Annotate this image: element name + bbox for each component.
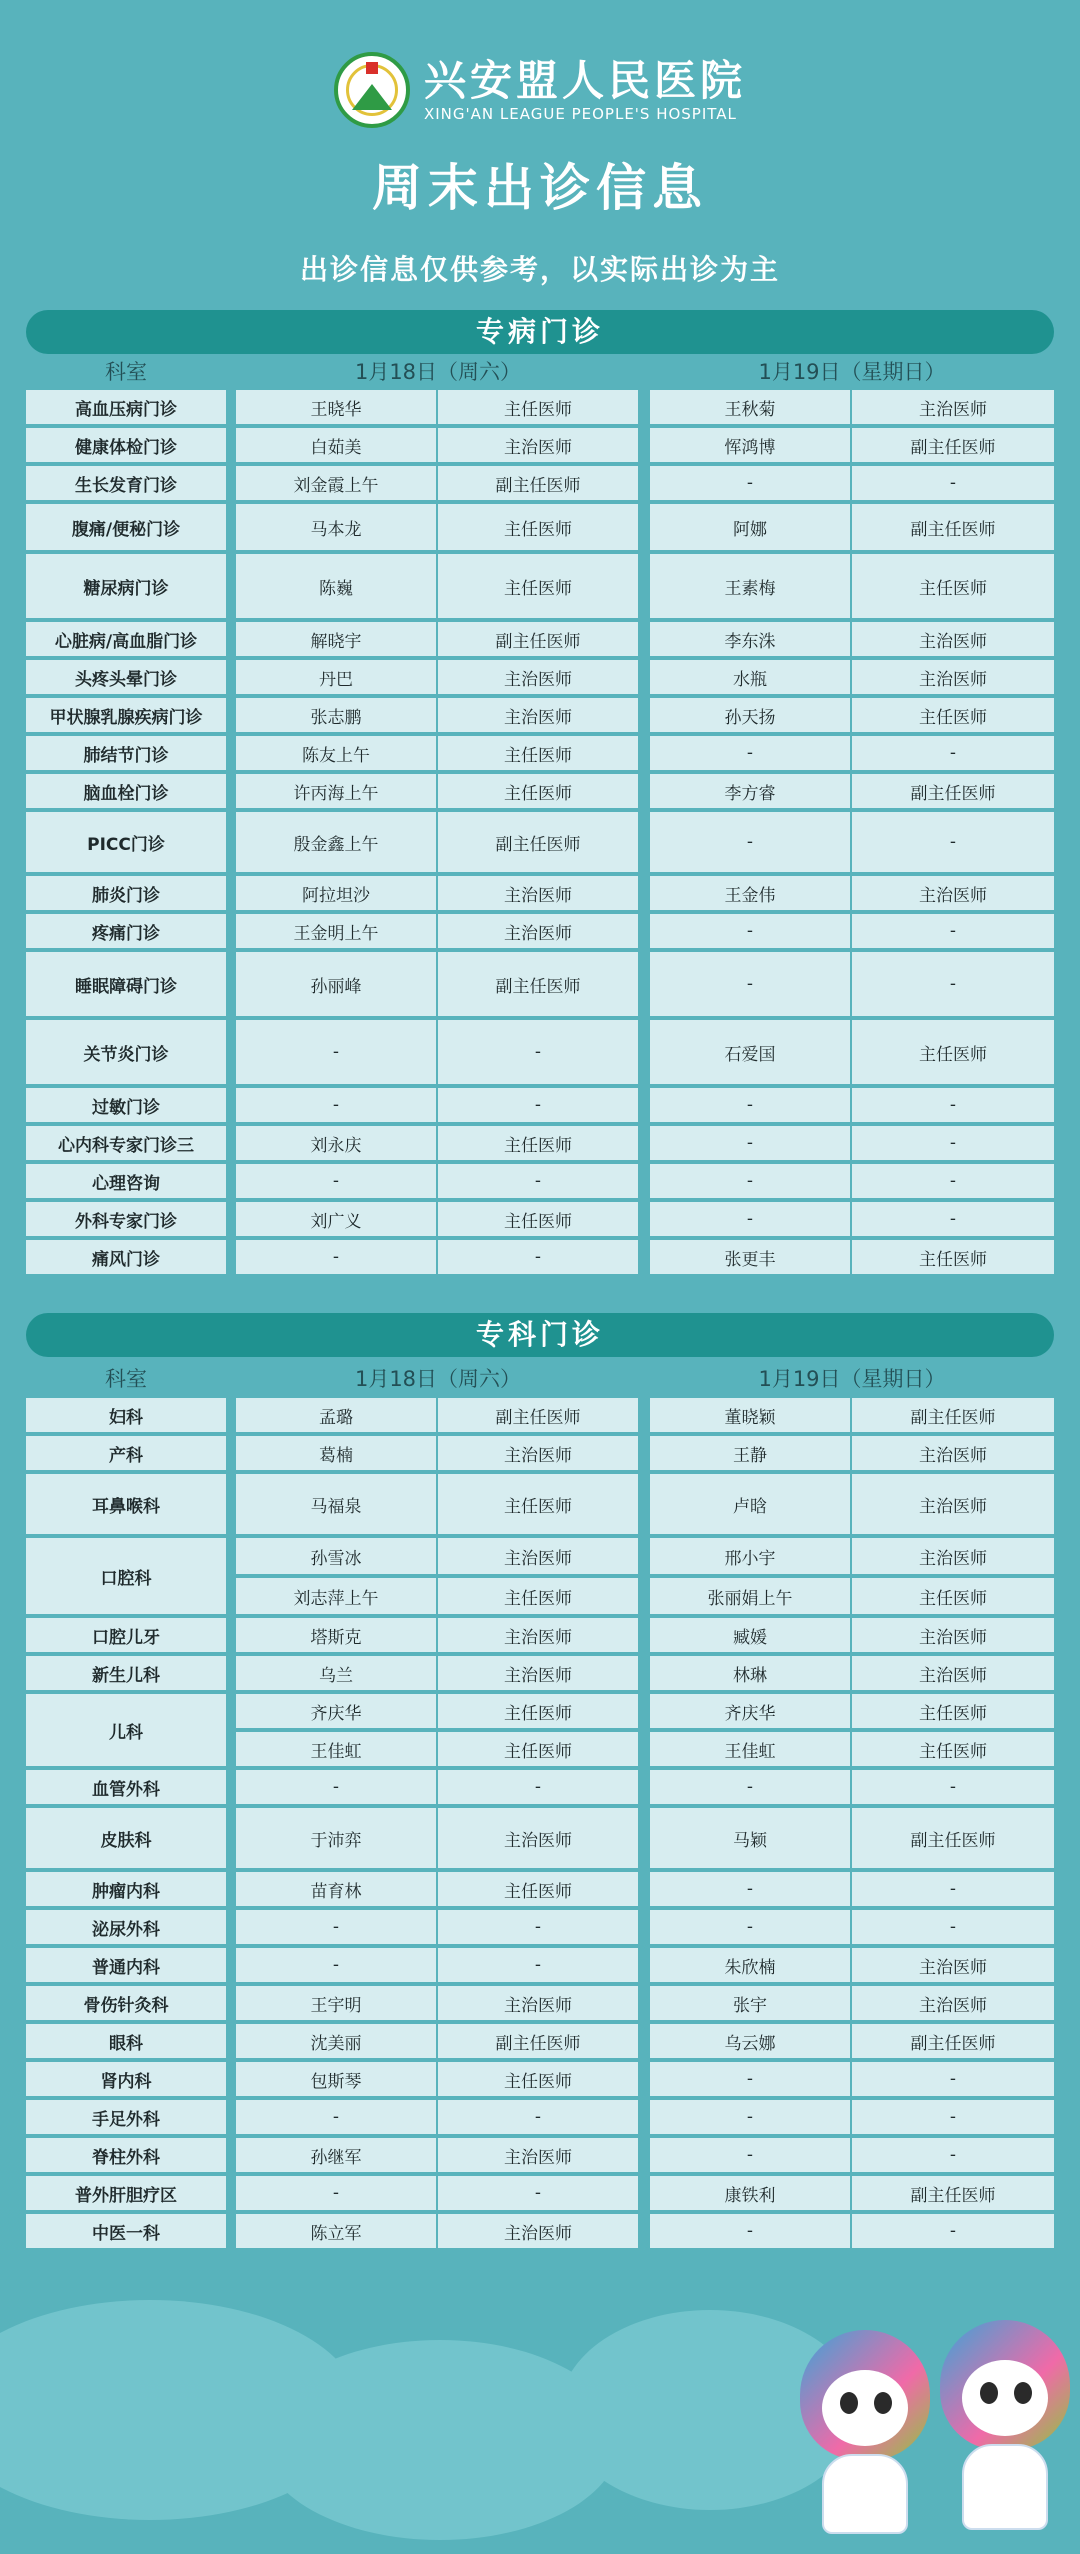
doctor-title-cell: 副主任医师	[852, 1398, 1054, 1432]
doctor-name-cell: -	[650, 2138, 850, 2172]
doctor-title-cell: -	[852, 1872, 1054, 1906]
doctor-name-cell: -	[236, 2176, 436, 2210]
doctor-name-cell: 董晓颖	[650, 1398, 850, 1432]
mascot-icon	[800, 2330, 930, 2530]
doctor-title-cell: 主任医师	[852, 1020, 1054, 1084]
doctor-title-cell: 副主任医师	[852, 428, 1054, 462]
hospital-logo-icon	[334, 52, 410, 128]
hospital-name-en: XING'AN LEAGUE PEOPLE'S HOSPITAL	[423, 105, 737, 123]
column-header-day2: 1月19日（星期日）	[758, 360, 946, 384]
table-row	[26, 1018, 1054, 1086]
doctor-title-cell: 主任医师	[438, 1732, 638, 1766]
table-row	[26, 772, 1054, 810]
doctor-name-cell: -	[650, 736, 850, 770]
table-row	[26, 464, 1054, 502]
doctor-title-cell: 主任医师	[438, 1578, 638, 1614]
doctor-title-cell: 主任医师	[438, 1126, 638, 1160]
hospital-name-cn: 兴安盟人民医院	[423, 56, 746, 105]
column-header-dept: 科室	[105, 1367, 147, 1391]
doctor-title-cell: 主治医师	[852, 660, 1054, 694]
table-row	[26, 696, 1054, 734]
doctor-name-cell: -	[236, 1948, 436, 1982]
doctor-title-cell: -	[852, 2138, 1054, 2172]
doctor-name-cell: 王静	[650, 1436, 850, 1470]
hospital-name	[424, 57, 746, 123]
doctor-title-cell: 主任医师	[852, 1732, 1054, 1766]
doctor-name-cell: -	[650, 1202, 850, 1236]
table-row	[26, 1124, 1054, 1162]
doctor-name-cell: 康铁利	[650, 2176, 850, 2210]
table-row	[26, 502, 1054, 552]
doctor-name-cell: 包斯琴	[236, 2062, 436, 2096]
page-title: 周末出诊信息	[372, 159, 708, 217]
column-header-day2: 1月19日（星期日）	[758, 1367, 946, 1391]
doctor-title-cell: 主任医师	[852, 1694, 1054, 1728]
table-row	[26, 1536, 1054, 1616]
column-header-day1: 1月18日（周六）	[354, 360, 522, 384]
section-title-special-disease: 专病门诊	[26, 310, 1054, 354]
doctor-name-cell: 刘永庆	[236, 1126, 436, 1160]
table-row	[26, 1946, 1054, 1984]
doctor-title-cell: 主任医师	[438, 504, 638, 550]
doctor-name-cell: 臧媛	[650, 1618, 850, 1652]
doctor-title-cell: 副主任医师	[438, 1398, 638, 1432]
doctor-title-cell: 主治医师	[438, 2214, 638, 2248]
doctor-title-cell: -	[852, 952, 1054, 1016]
doctor-title-cell: 主治医师	[438, 1436, 638, 1470]
dept-cell: 腹痛/便秘门诊	[26, 504, 226, 550]
section-title-specialty: 专科门诊	[26, 1313, 1054, 1357]
doctor-title-cell: 副主任医师	[852, 504, 1054, 550]
doctor-name-cell: 马颖	[650, 1808, 850, 1868]
dept-cell: 脊柱外科	[26, 2138, 226, 2172]
doctor-title-cell: -	[852, 466, 1054, 500]
doctor-title-cell: 主任医师	[852, 1578, 1054, 1614]
doctor-name-cell: -	[236, 1240, 436, 1274]
doctor-name-cell: -	[236, 1020, 436, 1084]
doctor-name-cell: 林琳	[650, 1656, 850, 1690]
doctor-title-cell: 主任医师	[438, 1202, 638, 1236]
table-row	[26, 1200, 1054, 1238]
doctor-title-cell: 主治医师	[438, 1656, 638, 1690]
dept-cell: 心理咨询	[26, 1164, 226, 1198]
dept-cell: 肺结节门诊	[26, 736, 226, 770]
doctor-name-cell: 张志鹏	[236, 698, 436, 732]
dept-cell: 新生儿科	[26, 1656, 226, 1690]
doctor-name-cell: -	[650, 1164, 850, 1198]
doctor-name-cell: 孟璐	[236, 1398, 436, 1432]
table-row	[26, 1692, 1054, 1768]
dept-cell: 头疼头晕门诊	[26, 660, 226, 694]
doctor-title-cell: 主任医师	[852, 1240, 1054, 1274]
doctor-name-cell: 阿拉坦沙	[236, 876, 436, 910]
doctor-title-cell: -	[852, 1126, 1054, 1160]
doctor-title-cell: -	[852, 812, 1054, 872]
doctor-name-cell: 石爱国	[650, 1020, 850, 1084]
doctor-title-cell: 主治医师	[438, 660, 638, 694]
table-row	[26, 388, 1054, 426]
doctor-title-cell: 主治医师	[438, 698, 638, 732]
table-row	[26, 1984, 1054, 2022]
doctor-title-cell: 副主任医师	[438, 466, 638, 500]
doctor-name-cell: 卢晗	[650, 1474, 850, 1534]
dept-cell: 生长发育门诊	[26, 466, 226, 500]
doctor-name-cell: 王晓华	[236, 390, 436, 424]
doctor-title-cell: -	[438, 1164, 638, 1198]
doctor-name-cell: -	[236, 1910, 436, 1944]
table-row	[26, 1768, 1054, 1806]
doctor-title-cell: 主治医师	[438, 876, 638, 910]
table-row	[26, 552, 1054, 620]
doctor-name-cell: 李东洙	[650, 622, 850, 656]
dept-cell: 关节炎门诊	[26, 1020, 226, 1084]
dept-cell: 手足外科	[26, 2100, 226, 2134]
doctor-name-cell: -	[650, 2100, 850, 2134]
doctor-title-cell: 主治医师	[852, 1538, 1054, 1574]
doctor-name-cell: 齐庆华	[650, 1694, 850, 1728]
dept-cell: 口腔儿牙	[26, 1618, 226, 1652]
doctor-name-cell: 丹巴	[236, 660, 436, 694]
mascot-icon	[940, 2320, 1070, 2530]
doctor-name-cell: 王宇明	[236, 1986, 436, 2020]
dept-cell: 妇科	[26, 1398, 226, 1432]
doctor-name-cell: 许丙海上午	[236, 774, 436, 808]
doctor-name-cell: 马本龙	[236, 504, 436, 550]
doctor-name-cell: 解晓宇	[236, 622, 436, 656]
doctor-title-cell: -	[852, 1088, 1054, 1122]
doctor-title-cell: 主治医师	[438, 914, 638, 948]
dept-cell: 皮肤科	[26, 1808, 226, 1868]
table-row	[26, 2060, 1054, 2098]
doctor-name-cell: 刘金霞上午	[236, 466, 436, 500]
doctor-title-cell: -	[438, 1020, 638, 1084]
table-row	[26, 1908, 1054, 1946]
doctor-name-cell: -	[236, 2100, 436, 2134]
doctor-title-cell: 主治医师	[438, 1618, 638, 1652]
doctor-name-cell: 阿娜	[650, 504, 850, 550]
table-row	[26, 2136, 1054, 2174]
doctor-name-cell: 朱欣楠	[650, 1948, 850, 1982]
doctor-title-cell: -	[852, 736, 1054, 770]
doctor-title-cell: -	[438, 1948, 638, 1982]
doctor-name-cell: 王金明上午	[236, 914, 436, 948]
table-row	[26, 1396, 1054, 1434]
dept-cell: 肾内科	[26, 2062, 226, 2096]
dept-cell: 眼科	[26, 2024, 226, 2058]
dept-cell: 甲状腺乳腺疾病门诊	[26, 698, 226, 732]
doctor-title-cell: -	[852, 1910, 1054, 1944]
doctor-name-cell: 水瓶	[650, 660, 850, 694]
doctor-name-cell: 葛楠	[236, 1436, 436, 1470]
dept-cell: 中医一科	[26, 2214, 226, 2248]
doctor-name-cell: 张宇	[650, 1986, 850, 2020]
doctor-title-cell: 主治医师	[438, 2138, 638, 2172]
doctor-title-cell: 主任医师	[852, 698, 1054, 732]
dept-cell: 普通内科	[26, 1948, 226, 1982]
doctor-name-cell: -	[650, 2214, 850, 2248]
doctor-name-cell: -	[650, 1126, 850, 1160]
dept-cell: 血管外科	[26, 1770, 226, 1804]
doctor-name-cell: 邢小宇	[650, 1538, 850, 1574]
doctor-name-cell: 王秋菊	[650, 390, 850, 424]
dept-cell: 产科	[26, 1436, 226, 1470]
dept-cell: 肿瘤内科	[26, 1872, 226, 1906]
doctor-title-cell: 主任医师	[438, 1474, 638, 1534]
column-header-dept: 科室	[105, 360, 147, 384]
doctor-name-cell: -	[650, 466, 850, 500]
logo-row	[0, 52, 1080, 128]
doctor-name-cell: 白茹美	[236, 428, 436, 462]
doctor-title-cell: -	[852, 2100, 1054, 2134]
doctor-title-cell: 主治医师	[852, 1656, 1054, 1690]
doctor-title-cell: -	[852, 1164, 1054, 1198]
doctor-name-cell: 孙雪冰	[236, 1538, 436, 1574]
table-row	[26, 1086, 1054, 1124]
doctor-name-cell: 李方睿	[650, 774, 850, 808]
table-row	[26, 426, 1054, 464]
table-row	[26, 620, 1054, 658]
table-row	[26, 734, 1054, 772]
dept-cell: 糖尿病门诊	[26, 554, 226, 618]
doctor-name-cell: 张更丰	[650, 1240, 850, 1274]
doctor-name-cell: 沈美丽	[236, 2024, 436, 2058]
doctor-title-cell: 副主任医师	[852, 2024, 1054, 2058]
doctor-name-cell: -	[650, 1872, 850, 1906]
doctor-title-cell: 主任医师	[438, 390, 638, 424]
doctor-title-cell: 副主任医师	[852, 774, 1054, 808]
doctor-title-cell: -	[438, 1088, 638, 1122]
doctor-name-cell: 孙天扬	[650, 698, 850, 732]
doctor-title-cell: -	[852, 1770, 1054, 1804]
dept-cell: 心脏病/高血脂门诊	[26, 622, 226, 656]
doctor-title-cell: 主治医师	[852, 622, 1054, 656]
doctor-title-cell: 主治医师	[852, 876, 1054, 910]
table-row	[26, 1238, 1054, 1276]
doctor-name-cell: -	[650, 914, 850, 948]
doctor-title-cell: 主任医师	[852, 554, 1054, 618]
dept-cell: 儿科	[26, 1694, 226, 1766]
doctor-name-cell: 王佳虹	[650, 1732, 850, 1766]
dept-cell: 心内科专家门诊三	[26, 1126, 226, 1160]
doctor-title-cell: 主任医师	[438, 774, 638, 808]
table-row	[26, 1806, 1054, 1870]
doctor-name-cell: 乌兰	[236, 1656, 436, 1690]
doctor-name-cell: 陈友上午	[236, 736, 436, 770]
doctor-title-cell: 主治医师	[852, 390, 1054, 424]
doctor-name-cell: 王佳虹	[236, 1732, 436, 1766]
doctor-title-cell: 副主任医师	[438, 622, 638, 656]
column-header-day1: 1月18日（周六）	[354, 1367, 522, 1391]
table-row	[26, 2098, 1054, 2136]
doctor-title-cell: -	[852, 1202, 1054, 1236]
doctor-name-cell: -	[650, 812, 850, 872]
doctor-title-cell: 主任医师	[438, 2062, 638, 2096]
doctor-title-cell: 主治医师	[852, 1474, 1054, 1534]
dept-cell: 肺炎门诊	[26, 876, 226, 910]
doctor-name-cell: -	[236, 1164, 436, 1198]
doctor-name-cell: -	[650, 952, 850, 1016]
doctor-title-cell: 副主任医师	[852, 1808, 1054, 1868]
table-row	[26, 658, 1054, 696]
doctor-name-cell: 恽鸿博	[650, 428, 850, 462]
doctor-name-cell: 齐庆华	[236, 1694, 436, 1728]
doctor-title-cell: 主治医师	[438, 1808, 638, 1868]
doctor-name-cell: -	[236, 1770, 436, 1804]
table-row	[26, 2174, 1054, 2212]
doctor-name-cell: -	[236, 1088, 436, 1122]
doctor-title-cell: -	[438, 2100, 638, 2134]
dept-cell: 脑血栓门诊	[26, 774, 226, 808]
doctor-title-cell: 主任医师	[438, 554, 638, 618]
dept-cell: 高血压病门诊	[26, 390, 226, 424]
doctor-name-cell: 王素梅	[650, 554, 850, 618]
doctor-name-cell: -	[650, 1910, 850, 1944]
doctor-title-cell: 副主任医师	[438, 952, 638, 1016]
doctor-name-cell: 陈巍	[236, 554, 436, 618]
doctor-name-cell: 孙丽峰	[236, 952, 436, 1016]
dept-cell: PICC门诊	[26, 812, 226, 872]
doctor-title-cell: -	[438, 1240, 638, 1274]
doctor-title-cell: 主治医师	[852, 1436, 1054, 1470]
dept-cell: 口腔科	[26, 1538, 226, 1614]
page-subtitle: 出诊信息仅供参考，以实际出诊为主	[299, 253, 780, 286]
table-row	[26, 1654, 1054, 1692]
doctor-name-cell: 乌云娜	[650, 2024, 850, 2058]
doctor-name-cell: 刘广义	[236, 1202, 436, 1236]
table-row	[26, 2212, 1054, 2250]
table-row	[26, 1472, 1054, 1536]
doctor-title-cell: 主治医师	[438, 1538, 638, 1574]
doctor-name-cell: -	[650, 1770, 850, 1804]
doctor-name-cell: 苗育林	[236, 1872, 436, 1906]
doctor-name-cell: 塔斯克	[236, 1618, 436, 1652]
doctor-name-cell: 于沛弈	[236, 1808, 436, 1868]
doctor-name-cell: -	[650, 1088, 850, 1122]
doctor-title-cell: 主治医师	[852, 1948, 1054, 1982]
table-row	[26, 1616, 1054, 1654]
table-row	[26, 810, 1054, 874]
table-row	[26, 874, 1054, 912]
doctor-name-cell: 王金伟	[650, 876, 850, 910]
table-row	[26, 1162, 1054, 1200]
table-row	[26, 1870, 1054, 1908]
table-row	[26, 1434, 1054, 1472]
dept-cell: 过敏门诊	[26, 1088, 226, 1122]
dept-cell: 疼痛门诊	[26, 914, 226, 948]
doctor-name-cell: 陈立军	[236, 2214, 436, 2248]
header	[0, 0, 1080, 300]
doctor-title-cell: 副主任医师	[438, 812, 638, 872]
doctor-title-cell: -	[438, 1770, 638, 1804]
doctor-title-cell: 主治医师	[852, 1986, 1054, 2020]
doctor-name-cell: 刘志萍上午	[236, 1578, 436, 1614]
table-row	[26, 950, 1054, 1018]
doctor-title-cell: 主任医师	[438, 736, 638, 770]
doctor-name-cell: 殷金鑫上午	[236, 812, 436, 872]
dept-cell: 普外肝胆疗区	[26, 2176, 226, 2210]
doctor-title-cell: 主任医师	[438, 1872, 638, 1906]
doctor-name-cell: -	[650, 2062, 850, 2096]
doctor-title-cell: 主任医师	[438, 1694, 638, 1728]
doctor-name-cell: 张丽娟上午	[650, 1578, 850, 1614]
doctor-name-cell: 孙继军	[236, 2138, 436, 2172]
doctor-title-cell: 主治医师	[438, 1986, 638, 2020]
dept-cell: 骨伤针灸科	[26, 1986, 226, 2020]
table-row	[26, 2022, 1054, 2060]
footer-decoration	[0, 2270, 1080, 2554]
dept-cell: 睡眠障碍门诊	[26, 952, 226, 1016]
doctor-title-cell: 主治医师	[438, 428, 638, 462]
doctor-title-cell: -	[852, 914, 1054, 948]
dept-cell: 痛风门诊	[26, 1240, 226, 1274]
doctor-title-cell: -	[852, 2062, 1054, 2096]
dept-cell: 外科专家门诊	[26, 1202, 226, 1236]
doctor-title-cell: 副主任医师	[852, 2176, 1054, 2210]
doctor-title-cell: 主治医师	[852, 1618, 1054, 1652]
doctor-name-cell: 马福泉	[236, 1474, 436, 1534]
doctor-title-cell: 副主任医师	[438, 2024, 638, 2058]
dept-cell: 健康体检门诊	[26, 428, 226, 462]
doctor-title-cell: -	[852, 2214, 1054, 2248]
doctor-title-cell: -	[438, 2176, 638, 2210]
table-row	[26, 912, 1054, 950]
dept-cell: 耳鼻喉科	[26, 1474, 226, 1534]
doctor-title-cell: -	[438, 1910, 638, 1944]
dept-cell: 泌尿外科	[26, 1910, 226, 1944]
